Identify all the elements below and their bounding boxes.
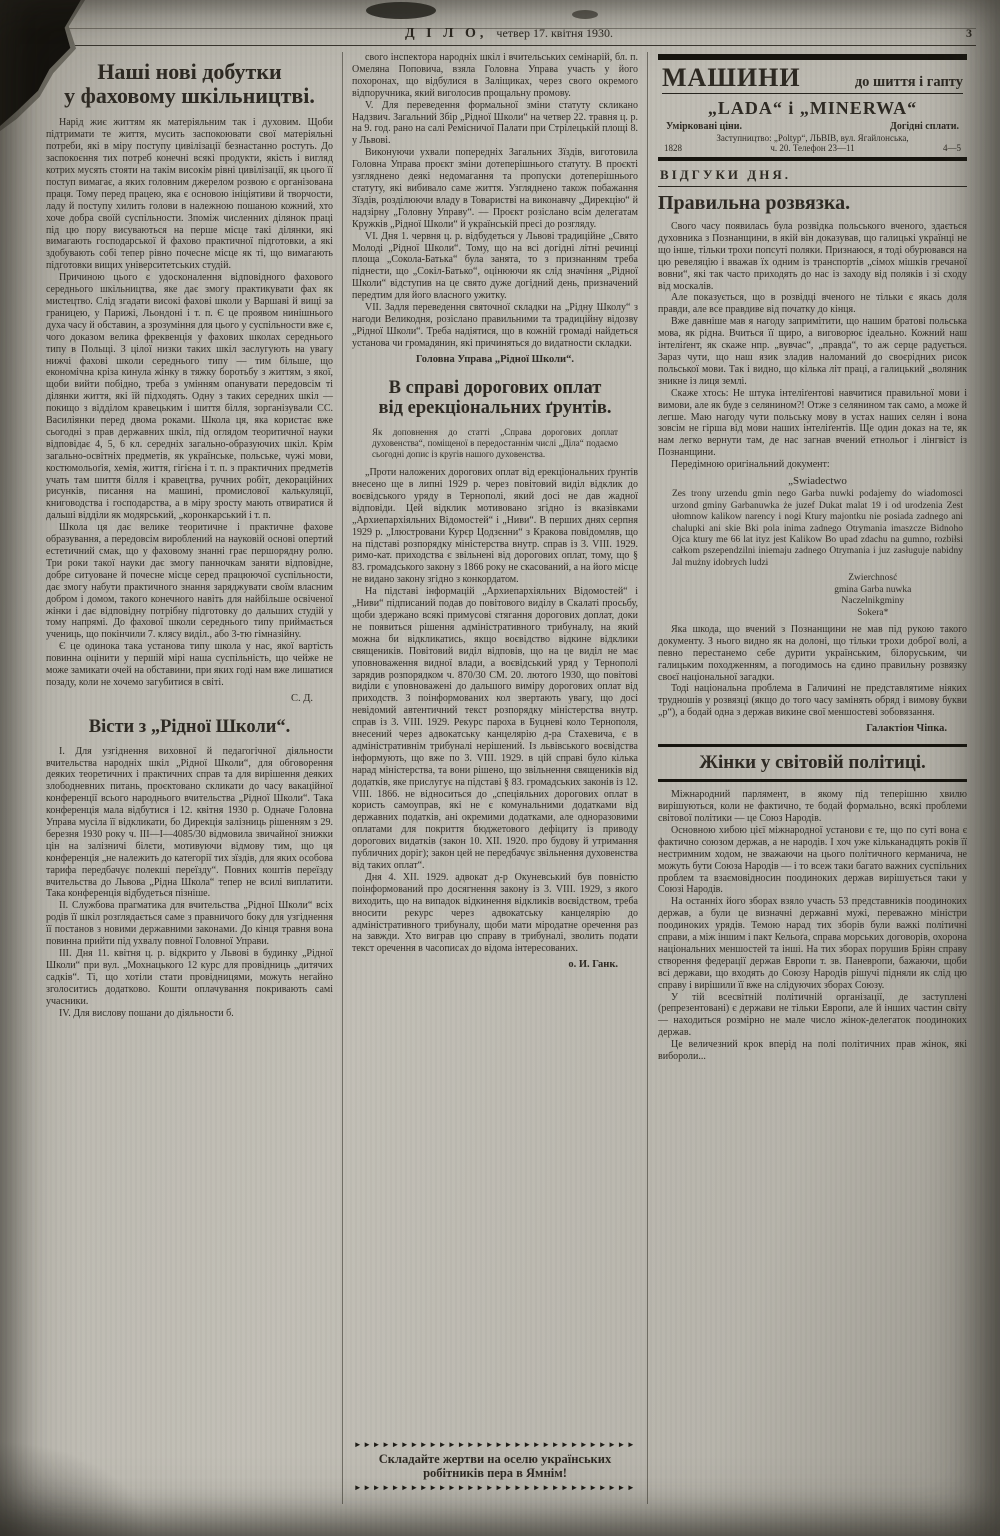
appeal-text: Складайте жертви на оселю українських робітників пера в Ямнім! [378, 1452, 612, 1480]
ad-number-left: 1828 [664, 143, 682, 153]
paragraph: Скаже хтось: Не штука інтеліґентові навчитися правильної мови і вимови, але як буде з селянином?! Отже з селянином так само, а може й легше. Маю нагоду чути польську мову в устах наших селян і вона зовсім не гірша від мови наших інтеліґентів. Ще один доказ на те, як нам легко вернути там, де нас загнав вчений етнольог і лінгвіст із Познанщини. [658, 387, 967, 459]
ad-installments: Догідні сплати. [889, 121, 959, 132]
document-signature [783, 573, 963, 619]
ink-smudge [366, 2, 436, 19]
paragraph: Свого часу появилась була розвідка польського вченого, здається духовника з Познанщини, в якій він доказував, що галицькі українці не що інше, тільки трохи попсуті поляки. Признаюся, я тоді обурювався на цю ревеляцію і вважав їх одним із транспортів „сімох мішків гречаної вовни“, які так часто приходять до нас із заходу від поляків і зі сходу від москалів. [658, 221, 967, 292]
paragraph: У тій всесвітній політичній організації, де заступлені (репрезентовані) є держави не тільки Европи, але й інших частин світу — находиться розмірно не мале число жінок-делегаток поодиноких держав. [658, 991, 967, 1039]
ad-tagline: до шиття і гапту [854, 74, 963, 90]
paragraph: VII. Задля переведення святочної складки на „Рідну Школу“ з нагоди Великодня, розіслано правильними та традиційну відозву „Рідної Школи“. Треба надіятися, що в кожній громаді найдеться установа чи громадянин, які причиняться до видатности складки. [352, 302, 638, 349]
paragraph: Нарід жиє життям як матеріяльним так і духовим. Щоби підтримати те життя, мусить заспокоювати свої матеріяльні потреби, які в міру поступу цивілізації безнастанно ростуть. До заспокоєння тих потреб конечні всякі продукти, якість і вигляд котрих мусять стояти на такім високім рівні цивілізації, як цього її поступ вимагає, а яких головним джерелом розвою є організована праця. Тому перед працею, яка є основою ініціятиви й творчости, ладу й поступу хилить голови в належною пошаною кожний, хто хоче добра своїй суспільности. Зпоміж численних ділянок праці під цю пору висуваються на перше місце такі ділянки, які вимагають господарської й фахово практичної підготовки, а які здобувають собі тепер рівно почесне місце як ті, що вимагають підготовки вищих університетських студій. [46, 117, 333, 272]
page-number: 3 [966, 26, 972, 40]
paragraph: Виконуючи ухвали попередніх Загальних Зїздів, виготовила Головна Управа проєкт зміни дотеперішнього статуту. В проєкті узгляднено деякі недомагання та пропуски дотеперішнього статуту, які вибивало саме життя. Узгляднено також побажання Зїздів, розділюючи владу в Товаристві на виконавчу „Дирекцію“ й надзірну „Головну Управу“. — Проєкт розіслано всім делегатам Кружків „Рідної Школи“ й українській пресі до розгляду. [352, 147, 638, 230]
paragraph: Zwierchnosć [848, 573, 898, 584]
arrow-row-decoration: ►►►►►►►►►►►►►►►►►►►►►►►►►►►►►► [353, 1483, 637, 1492]
ink-smudge [572, 10, 598, 19]
article-title-dorohovi-oplaty [352, 378, 638, 419]
article-title-nashi-novi-dobutky [46, 60, 333, 108]
paragraph: III. Дня 11. квітня ц. р. відкрито у Львові в будинку „Рідної Школи“ при вул. „Мохнацького 12 курс для провідниць „дитячих садків“. Ті, що хотіли стати провідницями, можуть негайно зголоситись додатково. Кошти оплачування покривають самі учасники. [46, 948, 333, 1007]
title-line: від ерекціональних ґрунтів. [378, 398, 612, 419]
ad-address: Заступництво: „Poltyp“, ЛЬВІВ, вул. Ягайлонська, [716, 133, 909, 143]
document-body: Zes trony urzendu gmin nego Garba nuwki podajemy do wiadomosci urzond gminy Garbanuwka że juzef Dukat malat 19 i od urodzenia Zest ułomnow kalikow narency i nogi Ktury majontku nie posiada zadnego ani chalupki ani skie Bki pola inima zadnego Otrymania imaszcze Bidnoho Ojca ktury me 66 lat ityz jest Kalikow Bo upad zdachu na gumno, rozbiłsi całkom pszependzilni iniemaju zadnego Otrymania i juz zasługuje nabidny Jal mużny idobrych ludzi [672, 489, 963, 568]
author-signature: С. Д. [290, 692, 313, 704]
ad-models: „LADA“ і „MINERWA“ [707, 98, 918, 118]
section-label-vidhuky-dnia: ВІДГУКИ ДНЯ. [658, 161, 967, 187]
ad-headline [662, 65, 963, 94]
title-line: В справі дорогових оплат [388, 377, 602, 398]
document-title: „Swiadectwo [788, 475, 847, 488]
columns [0, 46, 1000, 1504]
article-title-zhinky-u-svitovii-politytsi: Жінки у світовій політиці. [658, 744, 967, 782]
article-body [658, 624, 967, 719]
article-body [352, 467, 638, 955]
title-line: у фаховому шкільництві. [64, 83, 315, 109]
article-body-continuation [352, 52, 638, 350]
column-2 [342, 52, 647, 1504]
paragraph: Вже давніше мав я нагоду запримітити, що нашим братові польська мова, як рідна. Вчиться її щиро, а виговорює ідеально. Кожний наш інтеліґент, як скаже нпр. „вувчас“, „правда“, то аж серце радується. Зараз чути, що наш язик зладив наломаний до своєрідних рисок польської мови. Так і видно, що кілька літ праці, а галицький „воляник зникне із лиця землі. [658, 316, 967, 387]
page-header [0, 0, 1000, 45]
paragraph: Є це одинока така установа типу школа у нас, якої вартість повинна оцінити у першій мірі наша суспільність, що чейже не може замикати очей на обставини, при яких годі нам вже лишатися позаду, коли не хочемо загубитися в світі. [46, 641, 333, 688]
paragraph: Тоді національна проблема в Галичині не представлятиме ніяких трудношів у розвязці (якщо до того часу замінять обряд і вимову букви „р“), а бодай одна з держав викине свої меншостеві зобовязання. [658, 683, 967, 719]
ad-brand: МАШИНИ [662, 63, 801, 92]
column-1 [46, 52, 342, 1504]
column-3 [647, 52, 967, 1504]
paragraph: V. Для переведення формальної зміни статуту скликано Надзвич. Загальний Збір „Рідної Школи“ на четвер 22. травня ц. р. на 9. год. рано на салі Ремісничої Палати при Стрілецькій площі 8. у Львові. [352, 99, 638, 147]
paragraph: Школа ця дає велике теоритичне і практичне фахове образування, а передовсім вироблений на науковій основі опертий естетичний смак, що у фаховому знанні грає першорядну ролю. Три роки такої науки дає змогу панночкам заняти відповідне, добре ситуоване й почесне місце серед працюючої суспільности, дає змогу набути практичного знання заряджувати своїм власним добром і домом, такого конечного навіть для найбільше освіченої жінки і дає відповідну потрібну підготовку до дальших студій у тому напрямі. До фахової школи середнього типу приймається учениць, що покінчили 7. клясу виділ., або 3-тю гімназійну. [46, 522, 333, 641]
paragraph: На підставі інформацій „Архиепархіяльних Відомостей“ і „Ниви“ підписаний подав до повітового виділу в Скалаті просьбу, щоби здержано всякі примусові стягання дорогових доплат, доки не появиться рішення адміністративного трибуналу, на який можна би відкликатись, якщо воєвідство відкине відклики священиків. Повітовий виділ відповів, що на це виділ не має уповноваження видної влади, а воєвідський уряд у Тернополі зарядив розпорядком ч. 870/30 СМ. 20. лютого 1930, що повітові виділи є уповноважені до дальшого виміру дорогових оплат від приходств. З поінформованих кол звертають увагу, що досі невідомий автентичний текст розпорядку міністерства внутр. справ із 3. VIII. 1929. Рекурс пароха в Буцневі коло Тернополя, внесений через адвокатську канцелярію д-ра Стахевича, є в адміністративнім трибуналі нерішений. Із львівського воєвідства інформують, що вже по 3. VIII. 1929. в цій справі було кілька нарад міністерства, та вони рішено, що звільнення священиків від додатків, яке прислугує на підставі § 83. громадських законів із 12. VIII. 1866. не відноситься до „спеціяльних дорогових оплат в користь самоуправ, які не є комунальними додатками від державних податків, ані окремими додатками, але одноразовими оплатами для покриття бюджетового дефіциту із приводу дорогових видатків (закон 10. XII. 1920. про будову й утримання публичних доріг); закон цей не передбачує звільнення духовенства від таких оплат“. [352, 586, 638, 871]
article-body [658, 789, 967, 1063]
article-title-visty-ridnoi-shkoly: Вісти з „Рідної Школи“. [88, 716, 291, 737]
paragraph: Naczelnikgminy [841, 596, 905, 607]
article-body [46, 746, 333, 1020]
quoted-document [658, 471, 967, 624]
paragraph: Sokera* [857, 607, 889, 618]
paragraph: II. Службова прагматика для вчительства „Рідної Школи“ всіх родів її шкіл розглядається саме з правничого боку для узгіднення її постанов з новими державними законами. До кінця травня вона повинна прийти під ухвалу повної Головної Управи. [46, 900, 333, 948]
ad-phone: ч. 20. Телефон 23—11 [770, 143, 855, 153]
masthead-date: четвер 17. квітня 1930. [496, 26, 613, 40]
arrow-row-decoration: ►►►►►►►►►►►►►►►►►►►►►►►►►►►►►► [353, 1440, 637, 1449]
donation-appeal [352, 1437, 638, 1504]
sewing-machines-ad [658, 54, 967, 161]
article-lede: Як доповнення до статті „Справа дорогових доплат духовенства“, поміщеної в передостаннім числі „Діла“ подаємо сьогодні допис із кругів нашого духовенства. [372, 427, 618, 460]
paragraph: На останніх його зборах взяло участь 53 представників поодиноких держав, а були це визначні державні мужі, переважно міністри поодиноких урядів. Темою нарад тих зборів були важкі політичні справи, а між іншим і пакт Кельоґа, справа морських договорів, охорона національних меншостей та інші. На тих зборах порушив Бріян справу створення федерації держав Европи т. зв. Паневропи, бажаючи, щоби всі держави, що входять до Союзу Народів рішучі підняли як слід цю справу і вирішили її вже на слідуючих зборах Союзу. [658, 896, 967, 991]
ad-prices: Умірковані ціни. [666, 121, 743, 132]
paragraph: IV. Для вислову пошани до діяльности б. [59, 1007, 234, 1019]
article-body [46, 117, 333, 689]
masthead-title: Д І Л О, [405, 26, 488, 41]
column-2-flow [352, 52, 638, 1437]
paragraph: gmina Garba nuwka [834, 584, 912, 595]
paragraph: Дня 4. XII. 1929. адвокат д-р Окуневський був повністю поінформований про досягнення закону із 3. VIII. 1929, з якого виходить, що на випадок відкинення відкликів воєвідством, треба вносити рекурс через адвокатську канцелярію до адміністративного трибуналу, щоби мати міродатне оречення раз на завжди. Хто виграв цю справу в трибуналі, зволить подати текст оречення в часописах до відома інтересованих. [352, 871, 638, 955]
paragraph: свого інспектора народніх шкіл і вчительських семінарій, бл. п. Омеляна Поповича, взяла Головна Управа участь у його похоронах, що відбулися в Заліщиках, через свого окремого відпоручника, який виголосив прощальну промову. [352, 52, 638, 99]
author-signature: о. И. Ганк. [568, 959, 618, 971]
paragraph: Міжнародний парлямент, в якому під теперішню хвилю вирішуються, коли не фактично, те бодай формально, всякі проблеми світової політики — це Союз Народів. [658, 789, 967, 824]
author-signature: Галактіон Чіпка. [866, 723, 947, 735]
title-line: Наші нові добутки [97, 59, 282, 84]
ad-contact-row [662, 143, 963, 153]
article-title-pravylna-rozviazka: Правильна розвязка. [658, 192, 851, 214]
paragraph: Передімною оригінальний документ: [671, 459, 830, 471]
paragraph: „Проти наложених дорогових оплат від ерекціональних ґрунтів внесено ще в липні 1929 р. через повітовий виділ відклик до воєвідського уряду в Тернополі, який досі не дав жадної відповіди. Цей відклик мотивовано згідно із вказівками „Архиепархіяльних Відомостей“ і „Ниви“. В перших днях серпня 1929 р. „Ілюстровани Курєр Цодзєнни“ з Кракова повідомляв, що на підставі розпорядку міністерства внутр. справ із 3. VIII. 1929. римо-кат. приходства є звільнені від дорогових оплат, тому, що § 83. громадського закону з 1866 року не скасований, а на його місце не видано закону згідно з конкордатом. [352, 467, 638, 586]
paragraph: VI. Дня 1. червня ц. р. відбудеться у Львові традиційне „Свято Молоді „Рідної Школи“. Тому, що на всі догідні літні речинці площа „Сокола-Батька“ була занята, то з признанням треба піднести, що „Сокіл-Батько“, оцінюючи як слід значіння „Рідної Школи“ відступив на це свято дуже догідний день, призначений передтим для його власного ужитку. [352, 230, 638, 302]
paragraph: Яка шкода, що вчений з Познанщини не мав під рукою такого документу. З нього видно як на долоні, що тільки трохи доброї волі, а певно перестанемо себе дурити українським, білоруським, чи галицьким походженням, а погодимось на єдино правильну розвязку своєї національної загадки. [658, 623, 967, 683]
header-top-rule [40, 28, 976, 29]
paragraph: Причиною цього є удосконалення відповідного фахового середнього шкільництва, яке дає змогу практикувати фах як мистецтво. Слід згадати високі фахові школи у Варшаві й вищі за границею, у Парижі, Льондоні і т. п. Є це проявом нинішнього духа часу й обставин, а зрозуміння для цього у суспільности вже є, чого доказом велика фреквенція у фахових школах середнього типу в Польщі. З цілої низки таких шкіл заслугують на увагу нижчі фахові школи середнього типу — тим більше, що економічна кріза кинула жінку в тяжку боротьбу з життям, з якої, щоби вийти побідно, треба з умінням опанувати передовсім ті ділянки життя, які їй підходять. Одну з таких середних шкіл — покищо з відділом кравецьким і шиття білля, зорганізували СС. Василіянки перед двома роками. Школа ця, яка користає вже сьогодні з прав державних шкіл, під оглядом теоритичної науки відповідає 4, 5, 6 кл. середніх загально-образуючих шкіл. Крім загально-освітніх предметів, як українське, польське, чужі мови, костюмольоґія, хемія, життя, гігієна і т. п. з практичних предметів учать там шиття білля і кравецтва, ручних робіт, декораційних рисунків, писання на машині, промислової калькуляції, книговодства і господарства, а в міру зросту мають отвиратися й дальші відділи як модярський, „коронкарський і т. п. [46, 272, 333, 522]
paragraph: I. Для узгіднення виховної й педагогічної діяльности вчительства народніх шкіл „Рідної Школи“, для обговорення деяких теоретичних і практичних справ та для вирішення деяких злободневних питань, проєктовано скликати до часу вакаційної конференції всього народнього вчительства „Рідної Школи“. Така конференція мала відбутися і 12. квітня 1930 р. Одначе Головна Управа мусіла її відкликати, бо Дирекція залізниць рішенням з 29. березня 1930 року ч. III—І—4085/30 відмовила звичайної знижки цін на залізничі білєти, мотивуючи відмову тим, що ця конференція „не належить до категорії тих зїздів, для яких особова тарифа передбачує полекші переїзду“. Повних коштів переїзду вчительства до Львова „Рідна Школа“ тепер не всилі виплатити. Така конференція відбудеться пізніше. [46, 745, 333, 900]
ad-terms-row [662, 121, 963, 132]
org-signature: Головна Управа „Рідної Школи“. [416, 353, 574, 365]
paragraph: Але показується, що в розвідці вченого не тільки є якась доля правди, але все правдиве від початку до кінця. [658, 292, 967, 316]
article-body [658, 221, 967, 471]
ad-number-right: 4—5 [943, 143, 961, 153]
paragraph: Це величезний крок вперід на полі політичних прав жінок, які вибороли... [658, 1039, 967, 1063]
paragraph: Основною хибою цієї міжнародної установи є те, що по суті вона є фактично союзом держав, а не народів. І хоч уже кільканадцять років її нестримним ходом, не зважаючи на цього політичного керманича, не можуть бути Союза Народів — і то всеж таки багато важних суспільних проблем та взаємовідносин поодиноких держав вирішується таки у Союзі Народів. [658, 824, 967, 896]
